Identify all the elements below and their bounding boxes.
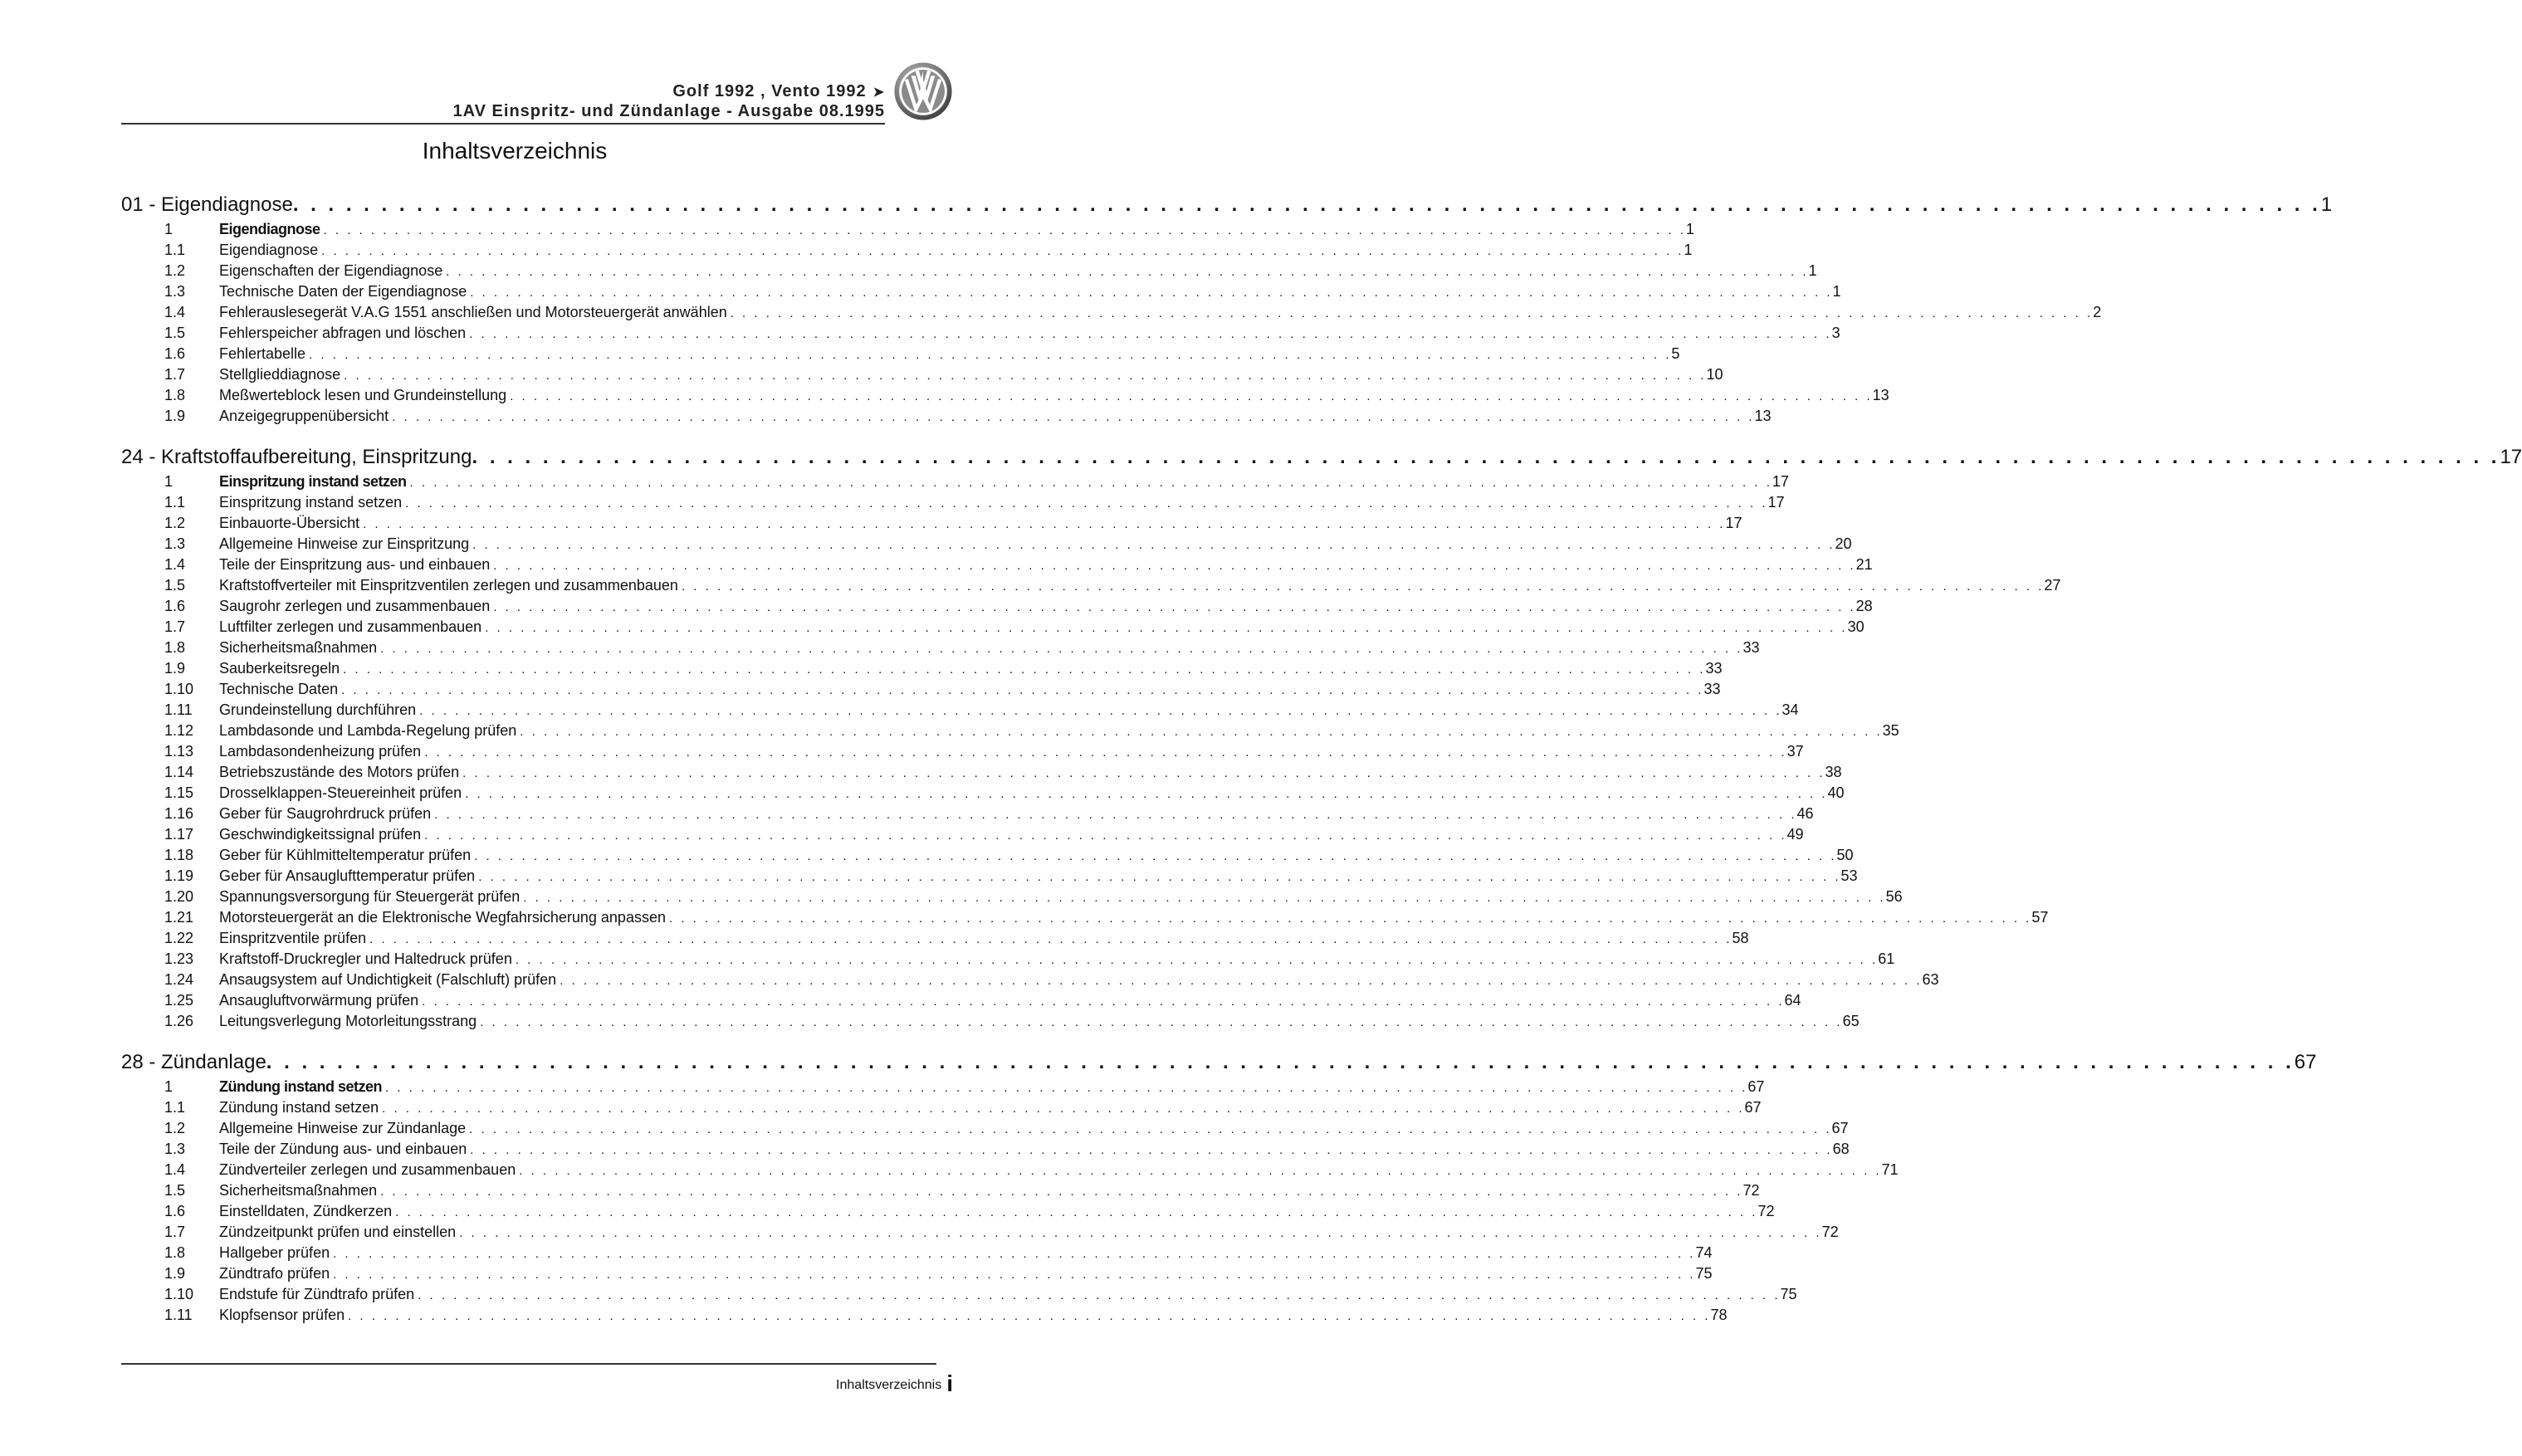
entry-page-number: 27 xyxy=(2044,577,2061,594)
entry-title: Fehlerauslesegerät V.A.G 1551 anschließen und Motorsteuergerät anwählen xyxy=(219,304,727,320)
entry-number: 1.11 xyxy=(164,701,193,718)
chapter-page-number: 67 xyxy=(2294,1051,2317,1073)
entry-title: Spannungsversorgung für Steuergerät prüfen xyxy=(219,888,521,905)
toc-entry[interactable] xyxy=(121,302,2102,323)
entry-title: Drosselklappen-Steuereinheit prüfen xyxy=(219,784,462,801)
toc-entry[interactable] xyxy=(121,513,1742,534)
arrow-icon: ➤ xyxy=(872,86,885,100)
toc-entry[interactable] xyxy=(121,762,1842,783)
dot-leader: . . . . . . . . . . . . . . . . . . . . . . . . . . . . . . . . . . . . . . . . . . . . . . . . . . . . . . . . . . . . . . . . . . . . . . . . . . . . . . . . . . . . . . . . . . . . . . . . . . . . . . . . . . . . . . . . . . . xyxy=(465,787,1828,801)
entry-number: 1.10 xyxy=(164,681,194,697)
entry-title: Eigendiagnose xyxy=(219,242,319,258)
entry-page-number: 5 xyxy=(1671,345,1680,362)
entry-page-number: 30 xyxy=(1847,618,1865,635)
toc-entry[interactable] xyxy=(121,534,1852,555)
entry-title: Eigendiagnose xyxy=(219,221,320,237)
toc-entry[interactable] xyxy=(121,700,1799,721)
entry-page-number: 78 xyxy=(1710,1307,1728,1323)
toc-entry[interactable] xyxy=(121,1097,1762,1118)
entry-title: Zündung instand setzen xyxy=(219,1099,379,1116)
entry-number: 1.7 xyxy=(164,618,186,635)
dot-leader: . . . . . . . . . . . . . . . . . . . . . . . . . . . . . . . . . . . . . . . . . . . . . . . . . . . . . . . . . . . . . . . . . . . . . . . . . . . . . . . . . . . . . . . . . . . . . . . . . . . . . . . . . . . . . . . . . . . xyxy=(478,870,1841,884)
entry-title: Geber für Saugrohrdruck prüfen xyxy=(219,805,432,822)
entry-page-number: 17 xyxy=(1767,494,1785,511)
dot-leader: . . . . . . . . . . . . . . . . . . . . . . . . . . . . . . . . . . . . . . . . . . . . . . . . . . . . . . . . . . . . . . . . . . . . . . . . . . . . . . . . . . . . . . . . . . . . . . . . . . . . . . . . . . . . . . . . . . . xyxy=(348,1309,1711,1323)
entry-number: 1.21 xyxy=(164,909,194,926)
entry-title: Geschwindigkeitssignal prüfen xyxy=(219,826,422,843)
toc-chapter-heading[interactable] xyxy=(121,191,2333,219)
entry-number: 1.17 xyxy=(164,826,194,843)
entry-number: 1.1 xyxy=(164,242,186,258)
toc-entry[interactable] xyxy=(121,949,1895,970)
entry-page-number: 46 xyxy=(1796,805,1814,822)
entry-page-number: 72 xyxy=(1742,1182,1760,1199)
toc-entry[interactable] xyxy=(121,679,1721,700)
toc-chapter xyxy=(121,1048,2317,1326)
entry-number: 1.4 xyxy=(164,1161,186,1178)
entry-page-number: 37 xyxy=(1786,743,1804,760)
entry-title: Zündung instand setzen xyxy=(219,1078,382,1095)
dot-leader: . . . . . . . . . . . . . . . . . . . . . . . . . . . . . . . . . . . . . . . . . . . . . . . . . . . . . . . . . . . . . . . . . . . . . . . . . . . . . . . . . . . . . . . . . . . . . . . . . . . . . . . . . . . . . . . . . . . xyxy=(341,683,1704,697)
dot-leader: . . . . . . . . . . . . . . . . . . . . . . . . . . . . . . . . . . . . . . . . . . . . . . . . . . . . . . . . . . . . . . . . . . . . . . . . . . . . . . . . . . . . . . . . . . . . . . . . . . . . . . . . . . . . . . . . . . . xyxy=(419,704,1782,718)
dot-leader: . . . . . . . . . . . . . . . . . . . . . . . . . . . . . . . . . . . . . . . . . . . . . . . . . . . . . . . . . . . . . . . . . . . . . . . . . . . . . . . . . . . . . . . . . . . . . . . . . . . . . . . . . . . . . . . . . . . xyxy=(309,348,1672,362)
entry-number: 1.1 xyxy=(164,494,186,511)
entry-number: 1.6 xyxy=(164,598,186,614)
entry-number: 1.7 xyxy=(164,366,186,383)
entry-page-number: 34 xyxy=(1782,701,1799,718)
toc-entry[interactable] xyxy=(121,970,1939,990)
toc-chapter-heading[interactable] xyxy=(121,443,2522,471)
dot-leader: . . . . . . . . . . . . . . . . . . . . . . . . . . . . . . . . . . . . . . . . . . . . . . . . . . . . . . . . . . . . . . . . . . . . . . . . . . . . . . . . . . . . . . . . . . . . . . . . . . . . . . . . . . . . . . . . . . . xyxy=(333,1247,1696,1261)
toc-entry[interactable] xyxy=(121,1284,1797,1305)
entry-page-number: 1 xyxy=(1832,283,1841,300)
entry-page-number: 63 xyxy=(1922,971,1939,988)
entry-page-number: 17 xyxy=(1725,515,1742,531)
footer-page-number: i xyxy=(946,1370,953,1396)
entry-title: Einspritzventile prüfen xyxy=(219,930,367,946)
entry-number: 1.13 xyxy=(164,743,194,760)
entry-number: 1.11 xyxy=(164,1307,193,1323)
dot-leader: . . . . . . . . . . . . . . . . . . . . . . . . . . . . . . . . . . . . . . . . . . . . . . . . . . . . . . . . . . . . . . . . . . . . . . . . . . . . . . . . . . . . . . . . . . . . . . . . . . . . . . . . . . . . . . . . . . . xyxy=(520,725,1883,739)
entry-title: Leitungsverlegung Motorleitungsstrang xyxy=(219,1013,477,1029)
dot-leader: . . . . . . . . . . . . . . . . . . . . . . . . . . . . . . . . . . . . . . . . . . . . . . . . . . . . . . . . . . . . . . . . . . . . . . . . . . . . . . . . . . . . . . . . . . . . . . . . . . . . . . . . . . . . . . . . . . . xyxy=(459,1226,1822,1240)
dot-leader: . . . . . . . . . . . . . . . . . . . . . . . . . . . . . . . . . . . . . . . . . . . . . . . . . . . . . . . . . . . . . . . . . . . . . . . . . . . . . . . . . . . . . . . . . . . . . . . . . . . . . . . . . . . . . . . . . . . xyxy=(469,327,1832,341)
entry-page-number: 40 xyxy=(1827,784,1845,801)
entry-page-number: 65 xyxy=(1842,1013,1860,1029)
toc-entry[interactable] xyxy=(121,804,1814,824)
footer-label: Inhaltsverzeichnis xyxy=(836,1378,942,1392)
dot-leader: . . . . . . . . . . . . . . . . . . . . . . . . . . . . . . . . . . . . . . . . . . . . . . . . . . . . . . . . . . . . . . . . . . . . . . . . . . . . . . . . . . . . . . . . . . . . . . . . . . . . . . . . . . . . . . . . . . . xyxy=(405,496,1768,511)
entry-page-number: 57 xyxy=(2031,909,2049,926)
entry-number: 1.23 xyxy=(164,950,194,967)
toc-chapter xyxy=(121,443,2522,1032)
toc-entry[interactable] xyxy=(121,575,2061,596)
toc-entry[interactable] xyxy=(121,240,1693,261)
entry-title: Technische Daten xyxy=(219,681,339,697)
toc-entry[interactable] xyxy=(121,406,1772,427)
dot-leader: . . . . . . . . . . . . . . . . . . . . . . . . . . . . . . . . . . . . . . . . . . . . . . . . . . . . . . . . . . . . . . . . . . . . . . . . . . . . . . . . . . . . . . . . . . . . . . . . . . . . . . . . . . . . . . . . . . . xyxy=(485,621,1848,635)
dot-leader: . . . . . . . . . . . . . . . . . . . . . . . . . . . . . . . . . . . . . . . . . . . . . . . . . . . . . . . . . . . . . . . . . . . . . . . . . . . . . . . . . . . . . . . . . . . . . . . . . . . . . . . . . . . . . . . . . . . xyxy=(480,1015,1843,1029)
entry-page-number: 58 xyxy=(1732,930,1749,946)
toc-entry[interactable] xyxy=(121,845,1854,866)
entry-page-number: 49 xyxy=(1786,826,1804,843)
entry-number: 1 xyxy=(164,1078,174,1095)
toc-entry[interactable] xyxy=(121,1263,1713,1284)
entry-number: 1.8 xyxy=(164,1244,186,1261)
dot-leader: . . . . . . . . . . . . . . . . . . . . . . . . . . . . . . . . . . . . . . . . . . . . . . . . . . . . . . . . . . . . . . . . . . . . . . . . . . . . . . . . . . . . . . . . . . . . . . . . . . . . . . . . . . . . . . . . . . . xyxy=(515,953,1879,967)
header-subtitle: 1AV Einspritz- und Zündanlage - Ausgabe 08.1995 xyxy=(452,102,885,120)
entry-number: 1.5 xyxy=(164,1182,186,1199)
entry-number: 1.19 xyxy=(164,867,194,884)
entry-number: 1.14 xyxy=(164,764,194,780)
entry-page-number: 33 xyxy=(1703,681,1721,697)
dot-leader: . . . . . . . . . . . . . . . . . . . . . . . . . . . . . . . . . . . . . . . . . . . . . . . . . . . . . . . . . . . . . . . . . . . . . . . . . . . . . . . . . . . . . . . . . . . . . . . . . . . . . . . . . . . . . . . . . . . xyxy=(560,974,1923,988)
header-models: Golf 1992 , Vento 1992 xyxy=(672,82,867,100)
dot-leader: . . . . . . . . . . . . . . . . . . . . . . . . . . . . . . . . . . . . . . . . . . . . . . . . . . . . . . . . . . . . . . . . . . . . . . . . . . . . . . . . . . . . . . . . . . . . . . . . . . . . . . . . . . . . . . . . . . . xyxy=(424,828,1787,843)
toc-entry[interactable] xyxy=(121,1222,1839,1243)
entry-page-number: 64 xyxy=(1784,992,1801,1009)
dot-leader: . . . . . . . . . . . . . . . . . . . . . . . . . . . . . . . . . . . . . . . . . . . . . . . . . . . . . . . . . . . . . . . . . . . . . . . . . . . . . . . . . . . . . . . . . . . . . . . . . . . . . . . . . . . . . . . . . . . xyxy=(292,193,2321,216)
chapter-title: 28 - Zündanlage xyxy=(121,1051,266,1073)
entry-title: Sicherheitsmaßnahmen xyxy=(219,1182,378,1199)
entry-title: Einbauorte-Übersicht xyxy=(219,515,360,531)
entry-page-number: 17 xyxy=(1772,473,1789,490)
toc-entry[interactable] xyxy=(121,323,1840,344)
entry-number: 1.2 xyxy=(164,515,186,531)
toc-entry[interactable] xyxy=(121,555,1873,575)
entry-number: 1.2 xyxy=(164,262,186,279)
entry-page-number: 21 xyxy=(1855,556,1873,573)
toc-entry[interactable] xyxy=(121,1011,1860,1032)
entry-title: Teile der Zündung aus- und einbauen xyxy=(219,1141,467,1157)
entry-page-number: 67 xyxy=(1831,1120,1849,1136)
entry-page-number: 33 xyxy=(1742,639,1760,656)
entry-title: Geber für Kühlmitteltemperatur prüfen xyxy=(219,847,472,863)
toc-entry[interactable] xyxy=(121,658,1723,679)
entry-title: Hallgeber prüfen xyxy=(219,1244,330,1261)
dot-leader: . . . . . . . . . . . . . . . . . . . . . . . . . . . . . . . . . . . . . . . . . . . . . . . . . . . . . . . . . . . . . . . . . . . . . . . . . . . . . . . . . . . . . . . . . . . . . . . . . . . . . . . . . . . . . . . . . . . xyxy=(333,1268,1696,1282)
entry-number: 1.16 xyxy=(164,805,194,822)
dot-leader: . . . . . . . . . . . . . . . . . . . . . . . . . . . . . . . . . . . . . . . . . . . . . . . . . . . . . . . . . . . . . . . . . . . . . . . . . . . . . . . . . . . . . . . . . . . . . . . . . . . . . . . . . . . . . . . . . . . xyxy=(369,932,1733,946)
dot-leader: . . . . . . . . . . . . . . . . . . . . . . . . . . . . . . . . . . . . . . . . . . . . . . . . . . . . . . . . . . . . . . . . . . . . . . . . . . . . . . . . . . . . . . . . . . . . . . . . . . . . . . . . . . . . . . . . . . . xyxy=(493,559,1856,573)
entry-title: Klopfsensor prüfen xyxy=(219,1307,345,1323)
entry-title: Sauberkeitsregeln xyxy=(219,660,340,677)
entry-number: 1.3 xyxy=(164,283,186,300)
table-of-contents xyxy=(121,191,2522,1326)
entry-number: 1.12 xyxy=(164,722,194,739)
entry-title: Fehlertabelle xyxy=(219,345,306,362)
toc-entry[interactable] xyxy=(121,1201,1775,1222)
entry-page-number: 74 xyxy=(1695,1244,1713,1261)
entry-number: 1.2 xyxy=(164,1120,186,1136)
entry-title: Einspritzung instand setzen xyxy=(219,494,403,511)
entry-number: 1.3 xyxy=(164,1141,186,1157)
dot-leader: . . . . . . . . . . . . . . . . . . . . . . . . . . . . . . . . . . . . . . . . . . . . . . . . . . . . . . . . . . . . . . . . . . . . . . . . . . . . . . . . . . . . . . . . . . . . . . . . . . . . . . . . . . . . . . . . . . . xyxy=(392,410,1755,424)
entry-page-number: 71 xyxy=(1881,1161,1899,1178)
entry-page-number: 72 xyxy=(1757,1203,1775,1219)
entry-title: Teile der Einspritzung aus- und einbauen xyxy=(219,556,491,573)
dot-leader: . . . . . . . . . . . . . . . . . . . . . . . . . . . . . . . . . . . . . . . . . . . . . . . . . . . . . . . . . . . . . . . . . . . . . . . . . . . . . . . . . . . . . . . . . . . . . . . . . . . . . . . . . . . . . . . . . . . xyxy=(470,286,1833,300)
chapter-page-number: 17 xyxy=(2500,446,2522,468)
entry-page-number: 61 xyxy=(1878,950,1895,967)
entry-page-number: 33 xyxy=(1705,660,1723,677)
toc-entry[interactable] xyxy=(121,344,1680,364)
entry-page-number: 1 xyxy=(1685,221,1694,237)
entry-number: 1.8 xyxy=(164,639,186,656)
toc-entry[interactable] xyxy=(121,887,1903,907)
toc-entry[interactable] xyxy=(121,364,1723,385)
dot-leader: . . . . . . . . . . . . . . . . . . . . . . . . . . . . . . . . . . . . . . . . . . . . . . . . . . . . . . . . . . . . . . . . . . . . . . . . . . . . . . . . . . . . . . . . . . . . . . . . . . . . . . . . . . . . . . . . . . . xyxy=(493,600,1856,614)
entry-number: 1.24 xyxy=(164,971,194,988)
toc-chapter xyxy=(121,191,2333,427)
entry-number: 1.5 xyxy=(164,325,186,341)
entry-title: Technische Daten der Eigendiagnose xyxy=(219,283,467,300)
page-title: Inhaltsverzeichnis xyxy=(422,138,608,164)
entry-page-number: 3 xyxy=(1831,325,1840,341)
chapter-title: 01 - Eigendiagnose xyxy=(121,193,293,216)
entry-title: Betriebszustände des Motors prüfen xyxy=(219,764,460,780)
entry-title: Lambdasondenheizung prüfen xyxy=(219,743,422,760)
entry-page-number: 35 xyxy=(1882,722,1899,739)
toc-entry[interactable] xyxy=(121,928,1749,949)
entry-title: Stellglieddiagnose xyxy=(219,366,341,383)
dot-leader: . . . . . . . . . . . . . . . . . . . . . . . . . . . . . . . . . . . . . . . . . . . . . . . . . . . . . . . . . . . . . . . . . . . . . . . . . . . . . . . . . . . . . . . . . . . . . . . . . . . . . . . . . . . . . . . . . . . xyxy=(321,244,1684,258)
entry-title: Allgemeine Hinweise zur Zündanlage xyxy=(219,1120,467,1136)
entry-title: Grundeinstellung durchführen xyxy=(219,701,417,718)
dot-leader: . . . . . . . . . . . . . . . . . . . . . . . . . . . . . . . . . . . . . . . . . . . . . . . . . . . . . . . . . . . . . . . . . . . . . . . . . . . . . . . . . . . . . . . . . . . . . . . . . . . . . . . . . . . . . . . . . . . xyxy=(519,1164,1882,1178)
toc-entry[interactable] xyxy=(121,1118,1849,1139)
toc-entry[interactable] xyxy=(121,596,1873,617)
entry-page-number: 10 xyxy=(1706,366,1723,383)
dot-leader: . . . . . . . . . . . . . . . . . . . . . . . . . . . . . . . . . . . . . . . . . . . . . . . . . . . . . . . . . . . . . . . . . . . . . . . . . . . . . . . . . . . . . . . . . . . . . . . . . . . . . . . . . . . . . . . . . . . xyxy=(344,369,1707,383)
entry-number: 1 xyxy=(164,473,174,490)
dot-leader: . . . . . . . . . . . . . . . . . . . . . . . . . . . . . . . . . . . . . . . . . . . . . . . . . . . . . . . . . . . . . . . . . . . . . . . . . . . . . . . . . . . . . . . . . . . . . . . . . . . . . . . . . . . . . . . . . . . xyxy=(472,538,1835,552)
chapter-page-number: 1 xyxy=(2320,193,2333,216)
entry-title: Lambdasonde und Lambda-Regelung prüfen xyxy=(219,722,517,739)
dot-leader: . . . . . . . . . . . . . . . . . . . . . . . . . . . . . . . . . . . . . . . . . . . . . . . . . . . . . . . . . . . . . . . . . . . . . . . . . . . . . . . . . . . . . . . . . . . . . . . . . . . . . . . . . . . . . . . . . . . xyxy=(681,579,2045,594)
toc-entry[interactable] xyxy=(121,741,1804,762)
entry-page-number: 67 xyxy=(1744,1099,1762,1116)
entry-number: 1.5 xyxy=(164,577,186,594)
entry-title: Einspritzung instand setzen xyxy=(219,473,407,490)
entry-page-number: 13 xyxy=(1754,408,1772,424)
dot-leader: . . . . . . . . . . . . . . . . . . . . . . . . . . . . . . . . . . . . . . . . . . . . . . . . . . . . . . . . . . . . . . . . . . . . . . . . . . . . . . . . . . . . . . . . . . . . . . . . . . . . . . . . . . . . . . . . . . . xyxy=(730,306,2094,320)
entry-number: 1.4 xyxy=(164,304,186,320)
entry-page-number: 68 xyxy=(1832,1141,1850,1157)
dot-leader: . . . . . . . . . . . . . . . . . . . . . . . . . . . . . . . . . . . . . . . . . . . . . . . . . . . . . . . . . . . . . . . . . . . . . . . . . . . . . . . . . . . . . . . . . . . . . . . . . . . . . . . . . . . . . . . . . . . xyxy=(266,1051,2295,1073)
dot-leader: . . . . . . . . . . . . . . . . . . . . . . . . . . . . . . . . . . . . . . . . . . . . . . . . . . . . . . . . . . . . . . . . . . . . . . . . . . . . . . . . . . . . . . . . . . . . . . . . . . . . . . . . . . . . . . . . . . . xyxy=(474,849,1837,863)
dot-leader: . . . . . . . . . . . . . . . . . . . . . . . . . . . . . . . . . . . . . . . . . . . . . . . . . . . . . . . . . . . . . . . . . . . . . . . . . . . . . . . . . . . . . . . . . . . . . . . . . . . . . . . . . . . . . . . . . . . xyxy=(385,1081,1748,1095)
toc-entry[interactable] xyxy=(121,1077,1765,1097)
entry-number: 1.9 xyxy=(164,660,186,677)
entry-title: Kraftstoff-Druckregler und Haltedruck prüfen xyxy=(219,950,512,967)
entry-number: 1.3 xyxy=(164,535,186,552)
entry-page-number: 50 xyxy=(1836,847,1854,863)
entry-title: Ansaugsystem auf Undichtigkeit (Falschluft) prüfen xyxy=(219,971,557,988)
toc-entry[interactable] xyxy=(121,281,1841,302)
entry-page-number: 75 xyxy=(1780,1286,1797,1302)
entry-title: Sicherheitsmaßnahmen xyxy=(219,639,378,656)
entry-title: Eigenschaften der Eigendiagnose xyxy=(219,262,443,279)
dot-leader: . . . . . . . . . . . . . . . . . . . . . . . . . . . . . . . . . . . . . . . . . . . . . . . . . . . . . . . . . . . . . . . . . . . . . . . . . . . . . . . . . . . . . . . . . . . . . . . . . . . . . . . . . . . . . . . . . . . xyxy=(510,389,1873,403)
entry-title: Kraftstoffverteiler mit Einspritzventilen zerlegen und zusammenbauen xyxy=(219,577,678,594)
entry-page-number: 1 xyxy=(1808,262,1817,279)
dot-leader: . . . . . . . . . . . . . . . . . . . . . . . . . . . . . . . . . . . . . . . . . . . . . . . . . . . . . . . . . . . . . . . . . . . . . . . . . . . . . . . . . . . . . . . . . . . . . . . . . . . . . . . . . . . . . . . . . . . xyxy=(523,891,1886,905)
toc-entry[interactable] xyxy=(121,783,1845,804)
entry-number: 1.10 xyxy=(164,1286,194,1302)
entry-number: 1.26 xyxy=(164,1013,194,1029)
entry-title: Fehlerspeicher abfragen und löschen xyxy=(219,325,467,341)
toc-entry[interactable] xyxy=(121,990,1801,1011)
entry-number: 1.9 xyxy=(164,408,186,424)
entry-page-number: 75 xyxy=(1695,1265,1713,1282)
toc-entry[interactable] xyxy=(121,638,1760,658)
entry-page-number: 72 xyxy=(1821,1224,1839,1240)
dot-leader: . . . . . . . . . . . . . . . . . . . . . . . . . . . . . . . . . . . . . . . . . . . . . . . . . . . . . . . . . . . . . . . . . . . . . . . . . . . . . . . . . . . . . . . . . . . . . . . . . . . . . . . . . . . . . . . . . . . xyxy=(434,808,1797,822)
dot-leader: . . . . . . . . . . . . . . . . . . . . . . . . . . . . . . . . . . . . . . . . . . . . . . . . . . . . . . . . . . . . . . . . . . . . . . . . . . . . . . . . . . . . . . . . . . . . . . . . . . . . . . . . . . . . . . . . . . . xyxy=(668,911,2032,926)
toc-entry[interactable] xyxy=(121,385,1889,406)
entry-title: Saugrohr zerlegen und zusammenbauen xyxy=(219,598,491,614)
dot-leader: . . . . . . . . . . . . . . . . . . . . . . . . . . . . . . . . . . . . . . . . . . . . . . . . . . . . . . . . . . . . . . . . . . . . . . . . . . . . . . . . . . . . . . . . . . . . . . . . . . . . . . . . . . . . . . . . . . . xyxy=(409,476,1772,490)
dot-leader: . . . . . . . . . . . . . . . . . . . . . . . . . . . . . . . . . . . . . . . . . . . . . . . . . . . . . . . . . . . . . . . . . . . . . . . . . . . . . . . . . . . . . . . . . . . . . . . . . . . . . . . . . . . . . . . . . . . xyxy=(418,1288,1781,1302)
chapter-title: 24 - Kraftstoffaufbereitung, Einspritzung xyxy=(121,446,472,468)
entry-title: Zündverteiler zerlegen und zusammenbauen xyxy=(219,1161,516,1178)
dot-leader: . . . . . . . . . . . . . . . . . . . . . . . . . . . . . . . . . . . . . . . . . . . . . . . . . . . . . . . . . . . . . . . . . . . . . . . . . . . . . . . . . . . . . . . . . . . . . . . . . . . . . . . . . . . . . . . . . . . xyxy=(422,994,1785,1009)
entry-number: 1.18 xyxy=(164,847,194,863)
toc-entry[interactable] xyxy=(121,824,1804,845)
toc-chapter-heading[interactable] xyxy=(121,1048,2317,1077)
toc-entry[interactable] xyxy=(121,617,1865,638)
dot-leader: . . . . . . . . . . . . . . . . . . . . . . . . . . . . . . . . . . . . . . . . . . . . . . . . . . . . . . . . . . . . . . . . . . . . . . . . . . . . . . . . . . . . . . . . . . . . . . . . . . . . . . . . . . . . . . . . . . . xyxy=(395,1205,1758,1219)
footer-divider xyxy=(121,1363,936,1365)
entry-number: 1.15 xyxy=(164,784,194,801)
entry-title: Einstelldaten, Zündkerzen xyxy=(219,1203,393,1219)
toc-entry[interactable] xyxy=(121,1180,1760,1201)
entry-page-number: 28 xyxy=(1855,598,1873,614)
entry-number: 1.25 xyxy=(164,992,194,1009)
entry-number: 1.1 xyxy=(164,1099,186,1116)
entry-number: 1.7 xyxy=(164,1224,186,1240)
dot-leader: . . . . . . . . . . . . . . . . . . . . . . . . . . . . . . . . . . . . . . . . . . . . . . . . . . . . . . . . . . . . . . . . . . . . . . . . . . . . . . . . . . . . . . . . . . . . . . . . . . . . . . . . . . . . . . . . . . . xyxy=(446,265,1809,279)
entry-number: 1.9 xyxy=(164,1265,186,1282)
dot-leader: . . . . . . . . . . . . . . . . . . . . . . . . . . . . . . . . . . . . . . . . . . . . . . . . . . . . . . . . . . . . . . . . . . . . . . . . . . . . . . . . . . . . . . . . . . . . . . . . . . . . . . . . . . . . . . . . . . . xyxy=(380,1185,1743,1199)
dot-leader: . . . . . . . . . . . . . . . . . . . . . . . . . . . . . . . . . . . . . . . . . . . . . . . . . . . . . . . . . . . . . . . . . . . . . . . . . . . . . . . . . . . . . . . . . . . . . . . . . . . . . . . . . . . . . . . . . . . xyxy=(469,1122,1832,1136)
dot-leader: . . . . . . . . . . . . . . . . . . . . . . . . . . . . . . . . . . . . . . . . . . . . . . . . . . . . . . . . . . . . . . . . . . . . . . . . . . . . . . . . . . . . . . . . . . . . . . . . . . . . . . . . . . . . . . . . . . . xyxy=(382,1102,1745,1116)
entry-title: Ansaugluftvorwärmung prüfen xyxy=(219,992,419,1009)
dot-leader: . . . . . . . . . . . . . . . . . . . . . . . . . . . . . . . . . . . . . . . . . . . . . . . . . . . . . . . . . . . . . . . . . . . . . . . . . . . . . . . . . . . . . . . . . . . . . . . . . . . . . . . . . . . . . . . . . . . xyxy=(363,517,1726,531)
page-header xyxy=(121,81,885,121)
entry-page-number: 2 xyxy=(2093,304,2102,320)
header-divider xyxy=(121,123,885,125)
toc-entry[interactable] xyxy=(121,261,1817,281)
dot-leader: . . . . . . . . . . . . . . . . . . . . . . . . . . . . . . . . . . . . . . . . . . . . . . . . . . . . . . . . . . . . . . . . . . . . . . . . . . . . . . . . . . . . . . . . . . . . . . . . . . . . . . . . . . . . . . . . . . . xyxy=(462,766,1826,780)
entry-title: Zündtrafo prüfen xyxy=(219,1265,330,1282)
toc-entry[interactable] xyxy=(121,219,1694,240)
toc-entry[interactable] xyxy=(121,1243,1713,1263)
entry-title: Geber für Ansauglufttemperatur prüfen xyxy=(219,867,476,884)
dot-leader: . . . . . . . . . . . . . . . . . . . . . . . . . . . . . . . . . . . . . . . . . . . . . . . . . . . . . . . . . . . . . . . . . . . . . . . . . . . . . . . . . . . . . . . . . . . . . . . . . . . . . . . . . . . . . . . . . . . xyxy=(343,662,1706,677)
entry-number: 1.4 xyxy=(164,556,186,573)
dot-leader: . . . . . . . . . . . . . . . . . . . . . . . . . . . . . . . . . . . . . . . . . . . . . . . . . . . . . . . . . . . . . . . . . . . . . . . . . . . . . . . . . . . . . . . . . . . . . . . . . . . . . . . . . . . . . . . . . . . xyxy=(323,223,1686,237)
dot-leader: . . . . . . . . . . . . . . . . . . . . . . . . . . . . . . . . . . . . . . . . . . . . . . . . . . . . . . . . . . . . . . . . . . . . . . . . . . . . . . . . . . . . . . . . . . . . . . . . . . . . . . . . . . . . . . . . . . . xyxy=(380,642,1743,656)
toc-entry[interactable] xyxy=(121,1139,1850,1160)
toc-entry[interactable] xyxy=(121,907,2049,928)
entry-number: 1.22 xyxy=(164,930,194,946)
entry-title: Meßwerteblock lesen und Grundeinstellung xyxy=(219,387,507,403)
entry-number: 1.8 xyxy=(164,387,186,403)
toc-entry[interactable] xyxy=(121,492,1785,513)
dot-leader: . . . . . . . . . . . . . . . . . . . . . . . . . . . . . . . . . . . . . . . . . . . . . . . . . . . . . . . . . . . . . . . . . . . . . . . . . . . . . . . . . . . . . . . . . . . . . . . . . . . . . . . . . . . . . . . . . . . xyxy=(470,1143,1833,1157)
entry-title: Endstufe für Zündtrafo prüfen xyxy=(219,1286,415,1302)
entry-title: Zündzeitpunkt prüfen und einstellen xyxy=(219,1224,457,1240)
toc-entry[interactable] xyxy=(121,471,1789,492)
entry-page-number: 38 xyxy=(1825,764,1842,780)
toc-entry[interactable] xyxy=(121,1160,1899,1180)
toc-entry[interactable] xyxy=(121,721,1899,741)
entry-title: Allgemeine Hinweise zur Einspritzung xyxy=(219,535,470,552)
entry-number: 1.6 xyxy=(164,1203,186,1219)
entry-number: 1.20 xyxy=(164,888,194,905)
entry-page-number: 53 xyxy=(1840,867,1858,884)
entry-page-number: 13 xyxy=(1872,387,1889,403)
entry-title: Anzeigegruppenübersicht xyxy=(219,408,389,424)
entry-page-number: 56 xyxy=(1885,888,1903,905)
entry-number: 1.6 xyxy=(164,345,186,362)
vw-logo-icon xyxy=(893,61,953,121)
dot-leader: . . . . . . . . . . . . . . . . . . . . . . . . . . . . . . . . . . . . . . . . . . . . . . . . . . . . . . . . . . . . . . . . . . . . . . . . . . . . . . . . . . . . . . . . . . . . . . . . . . . . . . . . . . . . . . . . . . . xyxy=(424,745,1787,760)
entry-number: 1 xyxy=(164,221,174,237)
header-model-line xyxy=(121,81,885,101)
entry-page-number: 1 xyxy=(1684,242,1693,258)
entry-title: Luftfilter zerlegen und zusammenbauen xyxy=(219,618,482,635)
page-footer xyxy=(836,1371,953,1396)
dot-leader: . . . . . . . . . . . . . . . . . . . . . . . . . . . . . . . . . . . . . . . . . . . . . . . . . . . . . . . . . . . . . . . . . . . . . . . . . . . . . . . . . . . . . . . . . . . . . . . . . . . . . . . . . . . . . . . . . . . xyxy=(472,446,2500,468)
toc-entry[interactable] xyxy=(121,1305,1728,1326)
entry-page-number: 67 xyxy=(1747,1078,1765,1095)
entry-page-number: 20 xyxy=(1835,535,1852,552)
toc-entry[interactable] xyxy=(121,866,1858,887)
entry-title: Motorsteuergerät an die Elektronische Wegfahrsicherung anpassen xyxy=(219,909,666,926)
